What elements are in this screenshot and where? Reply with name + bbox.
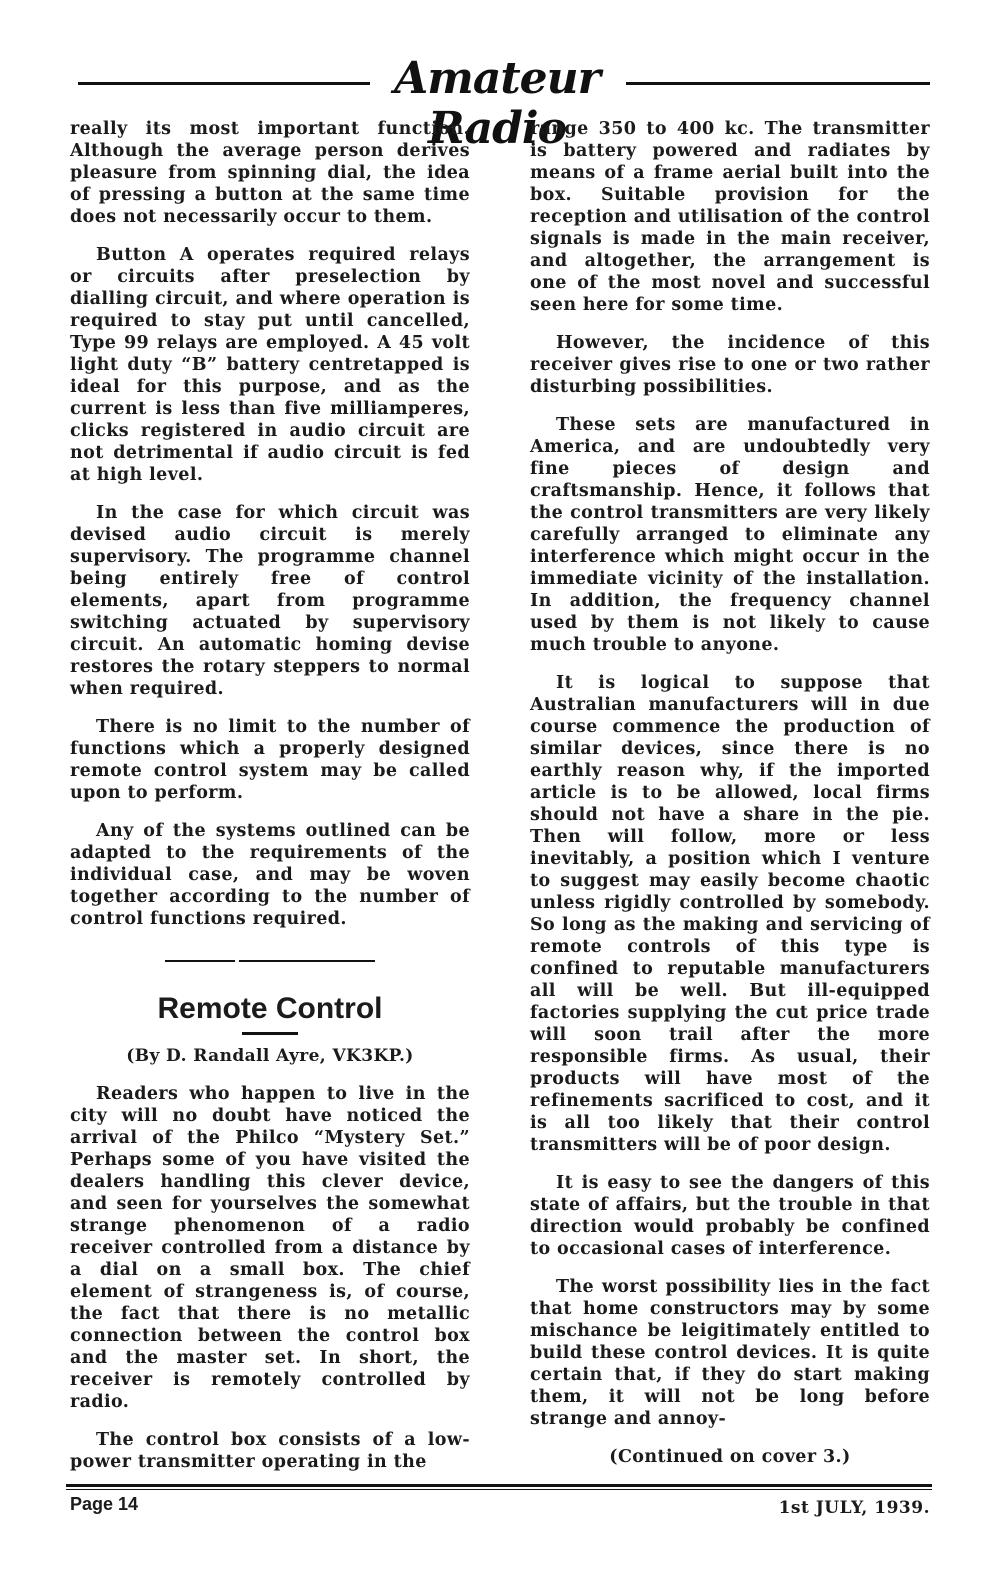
paragraph: Any of the systems outlined can be adapted to the requirements of the individual case, and may be woven together according to the number of control functions required. <box>70 821 470 929</box>
paragraph: There is no limit to the number of functions which a properly designed remote control system may be called upon to perform. <box>70 717 470 803</box>
masthead-title: Amateur Radio <box>394 53 600 154</box>
paragraph: range 350 to 400 kc. The transmitter is battery powered and radiates by means of a frame aerial built into the box. Suitable provision for the reception and utilisation of the control signals is made in the main receiver, and altogether, the arrangement is one of the most novel and successful seen here for some time. <box>530 119 930 315</box>
paragraph: The worst possibility lies in the fact that home constructors may by some mischance be leigitimately entitled to build these control devices. It is quite certain that, if they do start making them, it will not be long before strange and annoy- <box>530 1277 930 1429</box>
footer-rule <box>66 1484 932 1487</box>
paragraph: It is easy to see the dangers of this state of affairs, but the trouble in that direction would probably be confined to occasional cases of interference. <box>530 1173 930 1259</box>
divider-segment <box>165 960 235 962</box>
article-title: Remote Control <box>157 992 383 1025</box>
paragraph: In the case for which circuit was devised audio circuit is merely supervisory. The programme channel being entirely free of control elements, apart from programme switching actuated by supervisory circuit. An automatic homing devise restores the rotary steppers to normal when required. <box>70 503 470 699</box>
left-column <box>70 118 470 1489</box>
paragraph: really its most important function. Although the average person derives pleasure from spinning dial, the idea of pressing a button at the same time does not necessarily occur to them. <box>70 119 470 227</box>
divider-segment <box>239 960 375 962</box>
masthead-rule-right <box>626 82 930 85</box>
section-divider <box>165 954 375 968</box>
paragraph: Button A operates required relays or circuits after preselection by dialling circuit, and where operation is required to stay put until cancelled, Type 99 relays are employed. A 45 volt light duty “B” battery centretapped is ideal for this purpose, and as the current is less than five milliamperes, clicks registered in audio circuit are not detrimental if audio circuit is fed at high level. <box>70 245 470 485</box>
paragraph: However, the incidence of this receiver gives rise to one or two rather disturbing possibilities. <box>530 333 930 397</box>
page-number: Page 14 <box>70 1494 139 1514</box>
footer-rule-thin <box>66 1489 932 1490</box>
continued-note: (Continued on cover 3.) <box>609 1447 851 1467</box>
masthead <box>78 53 930 154</box>
issue-date: 1st JULY, 1939. <box>778 1498 930 1518</box>
paragraph: It is logical to suppose that Australian manufacturers will in due course commence the production of similar devices, since there is no earthly reason why, if the imported article is to be allowed, local firms should not have a share in the pie. Then will follow, more or less inevitably, a position which I venture to suggest may easily become chaotic unless rigidly controlled by somebody. So long as the making and servicing of remote controls of this type is confined to reputable manufacturers all will be well. But ill-equipped factories supplying the cut price trade will soon trail after the more responsible firms. As usual, their products will have most of the refinements sacrificed to cost, and it is all too likely that their control transmitters will be of poor design. <box>530 673 930 1155</box>
paragraph: These sets are manufactured in America, and are undoubtedly very fine pieces of design and craftsmanship. Hence, it follows that the control transmitters are very likely carefully arranged to eliminate any interference which might occur in the immediate vicinity of the installation. In addition, the frequency channel used by them is not likely to cause much trouble to anyone. <box>530 415 930 655</box>
right-column <box>530 118 930 1484</box>
paragraph: The control box consists of a low-power transmitter operating in the <box>70 1430 470 1472</box>
masthead-rule-left <box>78 82 370 85</box>
article-byline: (By D. Randall Ayre, VK3KP.) <box>126 1046 414 1066</box>
paragraph: Readers who happen to live in the city will no doubt have noticed the arrival of the Philco “Mystery Set.” Perhaps some of you have visited the dealers handling this clever device, and seen for yourselves the somewhat strange phenomenon of a radio receiver controlled from a distance by a dial on a small box. The chief element of strangeness is, of course, the fact that there is no metallic connection between the control box and the master set. In short, the receiver is remotely controlled by radio. <box>70 1084 470 1412</box>
title-rule <box>242 1032 298 1035</box>
